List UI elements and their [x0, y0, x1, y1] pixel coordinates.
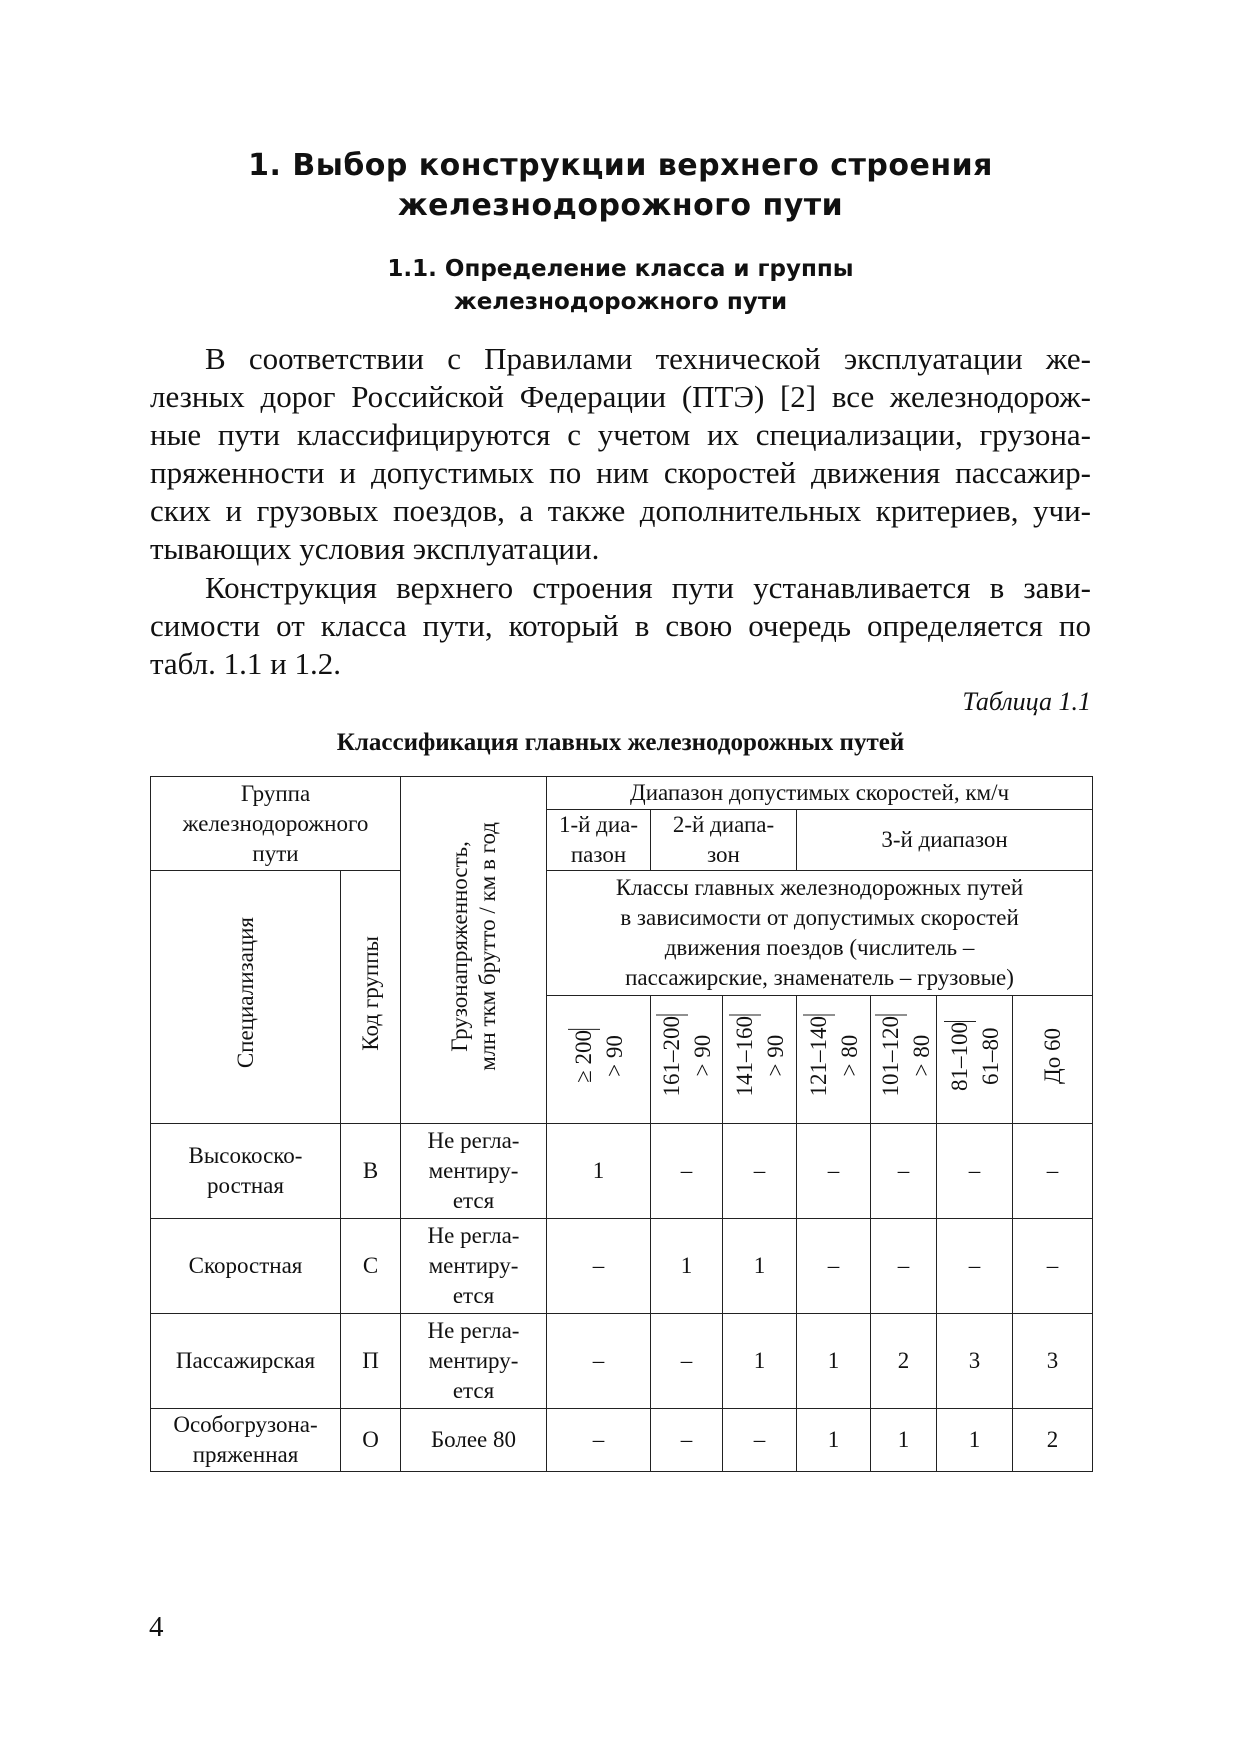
cell-class: – — [797, 1219, 871, 1314]
cell-specialization: Особогрузона- пряженная — [151, 1409, 341, 1472]
cell-load: Не регла- ментиру- ется — [401, 1219, 547, 1314]
cell-class: – — [651, 1314, 723, 1409]
cell-load: Не регла- ментиру- ется — [401, 1314, 547, 1409]
cell-class: – — [871, 1124, 937, 1219]
paragraph-line: Конструкция верхнего строения пути устанавливается в зави- — [205, 570, 1091, 605]
cell-code: П — [341, 1314, 401, 1409]
cell-class: 3 — [1013, 1314, 1093, 1409]
cell-class: – — [871, 1219, 937, 1314]
cell-class: – — [651, 1124, 723, 1219]
cell-class: – — [937, 1124, 1013, 1219]
header-load-text: Грузонапряженность, млн ткм брутто / км в год — [446, 821, 500, 1071]
cell-class: 1 — [547, 1124, 651, 1219]
section-title-line1: 1.1. Определение класса и группы — [387, 256, 854, 282]
table-row — [151, 1314, 1093, 1409]
speed-header-cell: 161–200 > 90 — [651, 996, 723, 1124]
cell-class: 1 — [871, 1409, 937, 1472]
cell-specialization: Высокоско- ростная — [151, 1124, 341, 1219]
header-speed-range: Диапазон допустимых скоростей, км/ч — [547, 777, 1093, 810]
speed-header-cell: 141–160 > 90 — [723, 996, 797, 1124]
speed-header-cell: ≥ 200 > 90 — [547, 996, 651, 1124]
cell-class: – — [1013, 1219, 1093, 1314]
classification-table — [150, 776, 1093, 1472]
chapter-title-line2: железнодорожного пути — [397, 188, 844, 223]
paragraph-line: ских и грузовых поездов, а также дополнительных критериев, учи- — [150, 493, 1091, 528]
paragraph-line: тывающих условия эксплуатации. — [150, 531, 600, 566]
table-label: Таблица 1.1 — [962, 687, 1091, 716]
cell-code: В — [341, 1124, 401, 1219]
cell-class: 1 — [651, 1219, 723, 1314]
section-title-line2: железнодорожного пути — [453, 289, 788, 315]
cell-specialization: Пассажирская — [151, 1314, 341, 1409]
speed-header-cell: 121–140 > 80 — [797, 996, 871, 1124]
cell-class: 1 — [797, 1314, 871, 1409]
cell-class: 2 — [871, 1314, 937, 1409]
speed-header-cell: До 60 — [1013, 996, 1093, 1124]
cell-specialization: Скоростная — [151, 1219, 341, 1314]
table-caption: Классификация главных железнодорожных путей — [336, 729, 905, 756]
header-range-1: 1-й диа- пазон — [547, 810, 651, 871]
table-row — [151, 1219, 1093, 1314]
cell-class: 3 — [937, 1314, 1013, 1409]
chapter-title — [150, 146, 1091, 226]
paragraph-line: табл. 1.1 и 1.2. — [150, 646, 341, 681]
cell-class: 1 — [723, 1314, 797, 1409]
paragraph-line: пряженности и допустимых по ним скоростей движения пассажир- — [150, 455, 1091, 490]
cell-class: – — [651, 1409, 723, 1472]
header-code: Код группы — [341, 871, 401, 1124]
table-row — [151, 1124, 1093, 1219]
cell-code: О — [341, 1409, 401, 1472]
header-load — [401, 777, 547, 1124]
header-specialization: Специализация — [151, 871, 341, 1124]
cell-load: Не регла- ментиру- ется — [401, 1124, 547, 1219]
paragraph-line: В соответствии с Правилами технической эксплуатации же- — [205, 341, 1091, 376]
header-group: Группа железнодорожного пути — [151, 777, 401, 871]
paragraph-1 — [150, 340, 1091, 568]
cell-class: – — [937, 1219, 1013, 1314]
cell-class: – — [547, 1314, 651, 1409]
speed-header-cell: 101–120 > 80 — [871, 996, 937, 1124]
paragraph-line: симости от класса пути, который в свою очередь определяется по — [150, 608, 1091, 643]
cell-class: 1 — [797, 1409, 871, 1472]
paragraph-2 — [150, 569, 1091, 683]
header-range-3: 3-й диапазон — [797, 810, 1093, 871]
chapter-title-line1: 1. Выбор конструкции верхнего строения — [248, 148, 993, 183]
paragraph-line: лезных дорог Российской Федерации (ПТЭ) [2] все железнодорож- — [150, 379, 1091, 414]
cell-class: – — [723, 1409, 797, 1472]
table-row — [151, 1409, 1093, 1472]
cell-load: Более 80 — [401, 1409, 547, 1472]
cell-class: 2 — [1013, 1409, 1093, 1472]
header-classes: Классы главных железнодорожных путей в зависимости от допустимых скоростей движения поездов (числитель – пассажирские, знаменатель – грузовые) — [547, 871, 1093, 996]
cell-class: – — [797, 1124, 871, 1219]
cell-class: – — [547, 1409, 651, 1472]
cell-class: – — [547, 1219, 651, 1314]
cell-code: С — [341, 1219, 401, 1314]
cell-class: – — [723, 1124, 797, 1219]
page-number: 4 — [149, 1611, 164, 1643]
header-range-2: 2-й диапа- зон — [651, 810, 797, 871]
speed-header-cell: 81–100 61–80 — [937, 996, 1013, 1124]
cell-class: – — [1013, 1124, 1093, 1219]
section-title — [150, 253, 1091, 319]
cell-class: 1 — [937, 1409, 1013, 1472]
cell-class: 1 — [723, 1219, 797, 1314]
paragraph-line: ные пути классифицируются с учетом их специализации, грузона- — [150, 417, 1091, 452]
